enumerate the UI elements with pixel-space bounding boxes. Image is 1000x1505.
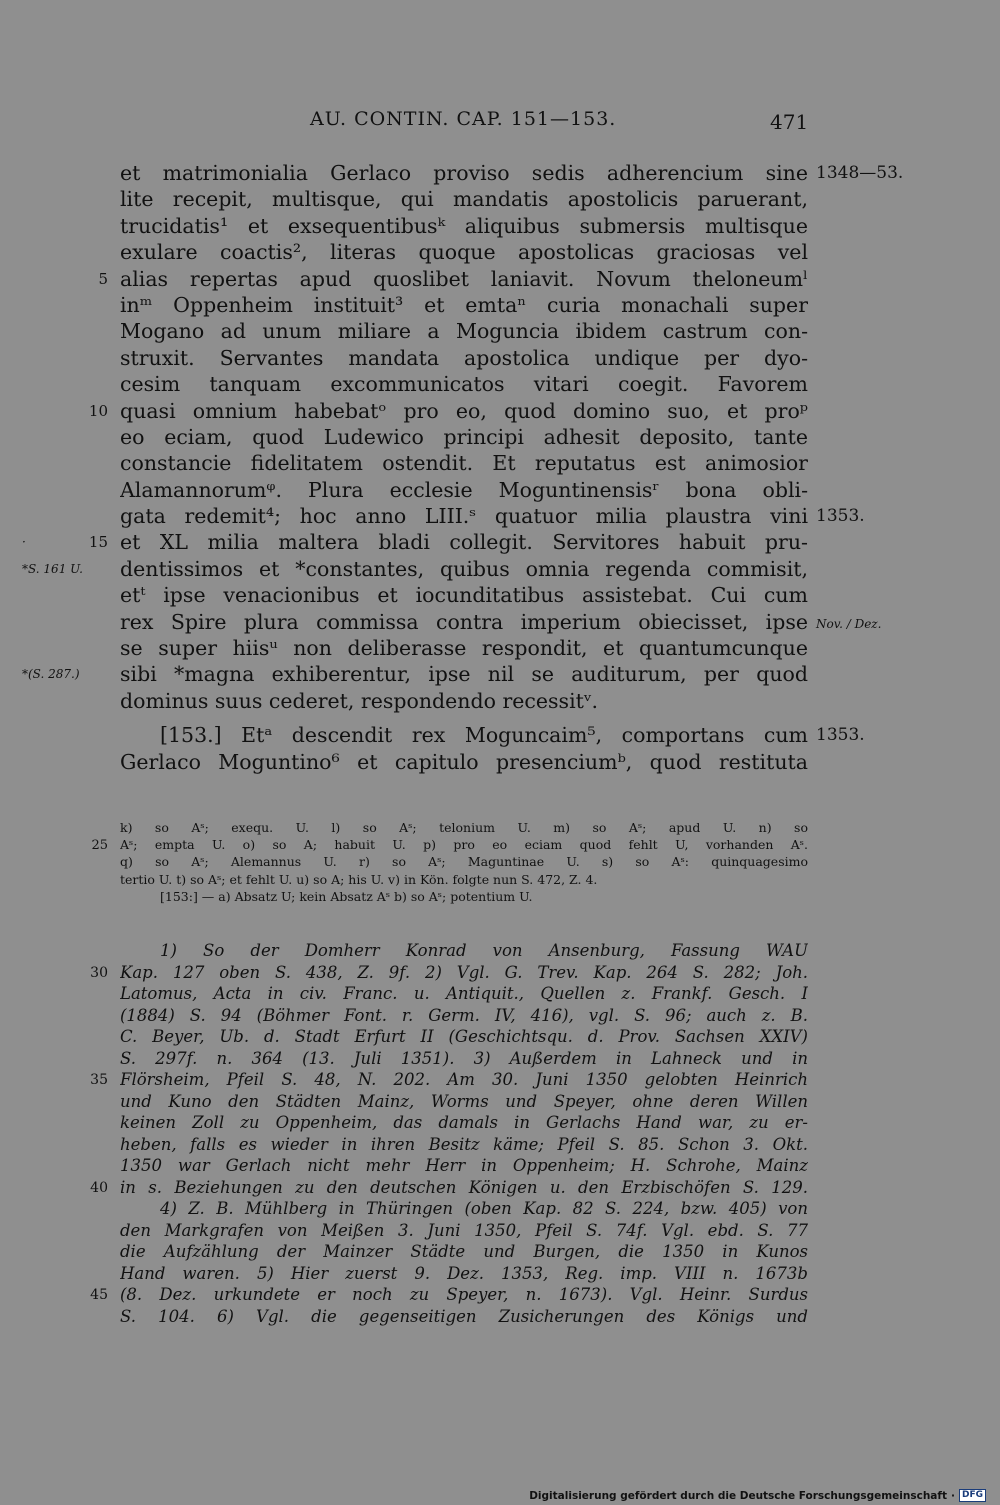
footnote-line — [0, 1263, 1000, 1285]
main-line — [0, 266, 1000, 292]
footnote-line-text: Kap. 127 oben S. 438, Z. 9f. 2) Vgl. G. Trev. Kap. 264 S. 282; Joh. — [120, 962, 808, 982]
apparatus-line-text: q) so Aˢ; Alemannus U. r) so Aˢ; Maguntinae U. s) so Aˢ: quinquagesimo — [120, 854, 808, 870]
main-line-text: Alamannorumᵠ. Plura ecclesie Moguntinensisʳ bona obli- — [120, 477, 808, 502]
footnote-line — [0, 1048, 1000, 1070]
footnote-line-text: S. 104. 6) Vgl. die gegenseitigen Zusicherungen des Königs und — [120, 1306, 808, 1326]
running-title: AU. CONTIN. CAP. 151—153. — [310, 108, 617, 130]
digitization-credit: Digitalisierung gefördert durch die Deutsche Forschungsgemeinschaft · DFG — [529, 1489, 986, 1502]
main-line-text: lite recepit, multisque, qui mandatis apostolicis paruerant, — [120, 187, 808, 212]
main-line-text: exulare coactis², literas quoque apostolicas graciosas vel — [120, 240, 808, 265]
footnote-line — [0, 1026, 1000, 1048]
footnote-line-text: und Kuno den Städten Mainz, Worms und Speyer, ohne deren Willen — [120, 1091, 808, 1111]
main-line — [0, 186, 1000, 212]
footnote-line — [0, 1069, 1000, 1091]
main-line — [0, 160, 1000, 186]
apparatus-line-text: [153:] — a) Absatz U; kein Absatz Aˢ b) so Aˢ; potentium U. — [160, 888, 533, 904]
main-line-text: inᵐ Oppenheim instituit³ et emtaⁿ curia monachali super — [120, 292, 808, 317]
footnote-line-text: den Markgrafen von Meißen 3. Juni 1350, Pfeil S. 74f. Vgl. ebd. S. 77 — [120, 1220, 808, 1240]
line-number: 5 — [98, 269, 108, 288]
main-line-text: se super hiisᵘ non deliberasse respondit, et quantumcunque — [120, 636, 808, 661]
main-line-text: dominus suus cederet, respondendo recessitᵛ. — [120, 688, 599, 713]
margin-date: 1353. — [816, 506, 865, 527]
main-line — [0, 688, 1000, 714]
main-line — [0, 556, 1000, 582]
dfg-logo: DFG — [959, 1489, 986, 1502]
main-line — [0, 371, 1000, 397]
main-line-text: constancie fidelitatem ostendit. Et reputatus est animosior — [120, 451, 808, 476]
footnote-line — [0, 962, 1000, 984]
page-header — [0, 108, 1000, 138]
apparatus-line — [0, 854, 1000, 871]
line-number: 25 — [91, 838, 108, 854]
footnote-line-text: (8. Dez. urkundete er noch zu Speyer, n. 1673). Vgl. Heinr. Surdus — [120, 1285, 808, 1304]
main-line — [0, 424, 1000, 450]
footnote-line — [0, 983, 1000, 1005]
footnote-line-text: Hand waren. 5) Hier zuerst 9. Dez. 1353, Reg. imp. VIII n. 1673b — [120, 1263, 808, 1283]
footnote-line — [0, 1134, 1000, 1156]
footnote-line-text: heben, falls es wieder in ihren Besitz käme; Pfeil S. 85. Schon 3. Okt. — [120, 1134, 808, 1154]
footnote-line — [0, 1220, 1000, 1242]
paragraph-gap — [0, 714, 1000, 722]
main-line — [0, 749, 1000, 775]
critical-apparatus — [0, 820, 1000, 906]
main-line — [0, 239, 1000, 265]
margin-date: 1348—53. — [816, 163, 904, 183]
main-line-text: rex Spire plura commissa contra imperium obiecisset, ipse — [120, 609, 808, 634]
margin-page-reference: *(S. 287.) — [22, 667, 80, 682]
apparatus-line — [0, 872, 1000, 889]
apparatus-line-text: tertio U. t) so Aˢ; et fehlt U. u) so A; his U. v) in Kön. folgte nun S. 472, Z. 4. — [120, 871, 598, 887]
main-line-text: [153.] Etᵃ descendit rex Moguncaim⁵, comportans cum — [160, 723, 808, 748]
main-line-text: Gerlaco Moguntino⁶ et capitulo presenciumᵇ, quod restituta — [120, 749, 808, 774]
footnote-line-text: (1884) S. 94 (Böhmer Font. r. Germ. IV, 416), vgl. S. 96; auch z. B. — [120, 1005, 808, 1025]
margin-date: 1353. — [816, 725, 865, 746]
footnote-line-text: 1350 war Gerlach nicht mehr Herr in Oppenheim; H. Schrohe, Mainz — [120, 1156, 808, 1175]
apparatus-line-text: Aˢ; empta U. o) so A; habuit U. p) pro eo eciam quod fehlt U, vorhanden Aˢ. — [120, 837, 808, 853]
footnote-line-text: Flörsheim, Pfeil S. 48, N. 202. Am 30. Juni 1350 gelobten Heinrich — [120, 1070, 808, 1089]
main-line — [0, 582, 1000, 608]
main-line-text: trucidatis¹ et exsequentibusᵏ aliquibus submersis multisque — [120, 213, 808, 238]
footnote-line — [0, 1198, 1000, 1220]
apparatus-line — [0, 889, 1000, 906]
footnote-line — [0, 1284, 1000, 1306]
page-number: 471 — [770, 110, 809, 134]
footnote-line-text: die Aufzählung der Mainzer Städte und Burgen, die 1350 in Kunos — [120, 1242, 808, 1261]
margin-date: Nov. / Dez. — [816, 616, 882, 631]
main-line-text: et XL milia maltera bladi collegit. Servitores habuit pru- — [120, 530, 808, 555]
main-line — [0, 213, 1000, 239]
footnotes — [0, 940, 1000, 1327]
main-line-text: dentissimos et *constantes, quibus omnia regenda commisit, — [120, 556, 808, 581]
footnote-line-text: 1) So der Domherr Konrad von Ansenburg, Fassung WAU — [160, 941, 808, 960]
footnote-line — [0, 1091, 1000, 1113]
main-line-text: eo eciam, quod Ludewico principi adhesit deposito, tante — [120, 424, 808, 449]
footnote-line — [0, 1155, 1000, 1177]
margin-page-reference: · — [22, 535, 26, 550]
main-line-text: cesim tanquam excommunicatos vitari coegit. Favorem — [120, 372, 808, 397]
main-text — [0, 160, 1000, 775]
apparatus-line — [0, 837, 1000, 854]
line-number: 35 — [90, 1072, 108, 1088]
main-line-text: etᵗ ipse venacionibus et iocunditatibus assistebat. Cui cum — [120, 583, 808, 608]
main-line-text: sibi *magna exhiberentur, ipse nil se auditurum, per quod — [120, 662, 808, 687]
footnote-line-text: Latomus, Acta in civ. Franc. u. Antiquit., Quellen z. Frankf. Gesch. I — [120, 984, 808, 1003]
main-line — [0, 292, 1000, 318]
apparatus-line — [0, 820, 1000, 837]
line-number: 45 — [90, 1287, 108, 1303]
footnote-line — [0, 1112, 1000, 1134]
apparatus-line-text: k) so Aˢ; exequ. U. l) so Aˢ; telonium U. m) so Aˢ; apud U. n) so — [120, 820, 808, 835]
footnote-line-text: in s. Beziehungen zu den deutschen Königen u. den Erzbischöfen S. 129. — [120, 1177, 808, 1197]
main-line-text: struxit. Servantes mandata apostolica undique per dyo- — [120, 345, 808, 370]
main-line-text: quasi omnium habebatᵒ pro eo, quod domino suo, et proᵖ — [120, 398, 808, 423]
footnote-line — [0, 1241, 1000, 1263]
footnote-line — [0, 1306, 1000, 1328]
main-line — [0, 345, 1000, 371]
footnote-line-text: keinen Zoll zu Oppenheim, das damals in Gerlachs Hand war, zu er- — [120, 1113, 808, 1132]
main-line — [0, 318, 1000, 344]
main-line-text: gata redemit⁴; hoc anno LIII.ˢ quatuor milia plaustra vini — [120, 504, 808, 529]
main-line — [0, 722, 1000, 748]
main-line — [0, 503, 1000, 529]
margin-page-reference: *S. 161 U. — [22, 561, 83, 576]
main-line-text: et matrimonialia Gerlaco proviso sedis adherencium sine — [120, 161, 808, 185]
footnote-line — [0, 940, 1000, 962]
main-line — [0, 635, 1000, 661]
main-line-text: alias repertas apud quoslibet laniavit. Novum theloneumˡ — [120, 266, 808, 291]
main-line — [0, 398, 1000, 424]
main-line — [0, 477, 1000, 503]
main-line — [0, 450, 1000, 476]
line-number: 30 — [90, 964, 108, 981]
footnote-line-text: S. 297f. n. 364 (13. Juli 1351). 3) Außerdem in Lahneck und in — [120, 1048, 808, 1068]
main-line — [0, 609, 1000, 635]
main-line-text: Mogano ad unum miliare a Moguncia ibidem castrum con- — [120, 319, 808, 344]
footnote-line — [0, 1177, 1000, 1199]
line-number: 10 — [88, 401, 108, 420]
line-number: 15 — [88, 533, 108, 552]
line-number: 40 — [90, 1179, 108, 1196]
footnote-line — [0, 1005, 1000, 1027]
footnote-line-text: C. Beyer, Ub. d. Stadt Erfurt II (Geschichtsqu. d. Prov. Sachsen XXIV) — [120, 1027, 808, 1046]
credit-text: Digitalisierung gefördert durch die Deutsche Forschungsgemeinschaft — [529, 1489, 947, 1502]
footnote-line-text: 4) Z. B. Mühlberg in Thüringen (oben Kap. 82 S. 224, bzw. 405) von — [160, 1199, 808, 1218]
main-line — [0, 529, 1000, 555]
main-line — [0, 661, 1000, 687]
